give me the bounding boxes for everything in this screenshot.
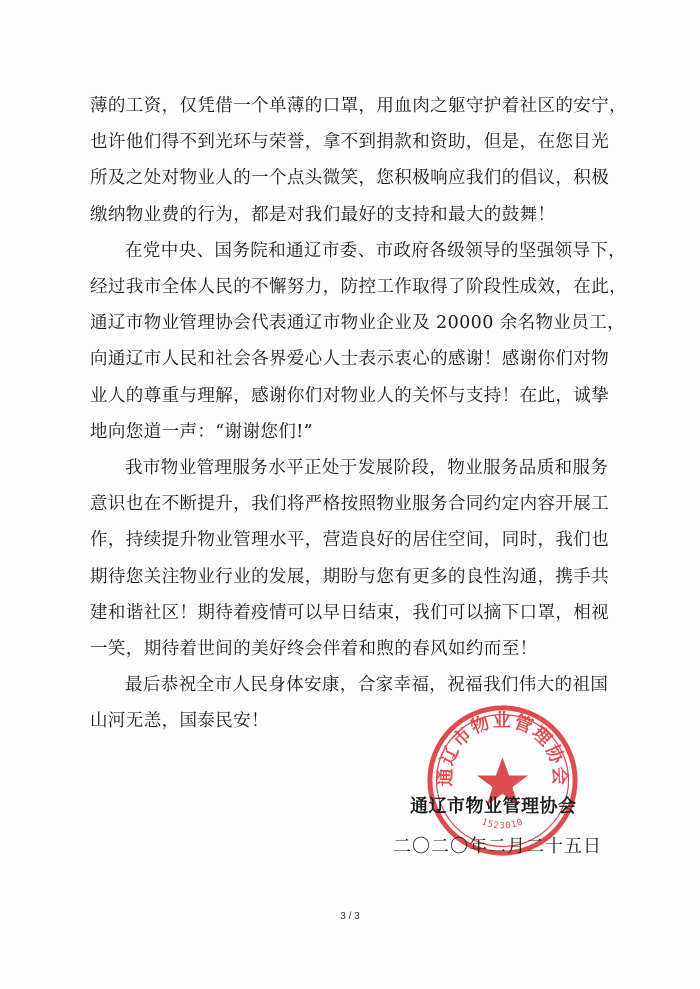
page-number: 3 / 3 (340, 911, 360, 922)
text-line: 意识也在不断提升，我们将严格按照物业服务合同约定内容开展工 (90, 494, 610, 515)
text-line: 作，持续提升物业管理水平，营造良好的居住空间，同时，我们也 (90, 530, 610, 551)
text-line: 向通辽市人民和社会各界爱心人士表示衷心的感谢！感谢你们对物 (90, 349, 610, 370)
text-line: 通辽市物业管理协会代表通辽市物业企业及 20000 余名物业员工， (90, 313, 625, 334)
text-line: 山河无恙，国泰民安！ (90, 711, 269, 732)
letter-body (90, 88, 627, 740)
text-line: 业人的尊重与理解，感谢你们对物业人的关怀与支持！在此，诚挚 (90, 385, 610, 406)
paragraph-1 (90, 88, 627, 233)
signature-date: 二〇二〇年二月二十五日 (393, 836, 602, 857)
text-line: 地向您道一声：“谢谢您们!” (90, 421, 314, 442)
svg-text:1523010 (480, 817, 525, 831)
text-line: 所及之处对物业人的一个点头微笑，您积极响应我们的倡议，积极 (90, 168, 610, 189)
text-line: 期待您关注物业行业的发展，期盼与您有更多的良性沟通，携手共 (90, 566, 610, 587)
signature-organization: 通辽市物业管理协会 (410, 796, 577, 817)
text-line: 最后恭祝全市人民身体安康，合家幸福，祝福我们伟大的祖国 (125, 675, 609, 696)
text-line: 缴纳物业费的行为，都是对我们最好的支持和最大的鼓舞！ (90, 204, 556, 225)
paragraph-3 (90, 450, 610, 667)
text-line: 也许他们得不到光环与荣誉，拿不到捐款和资助，但是，在您目光 (90, 132, 610, 153)
seal-text: 通辽市物业管理协会 (435, 710, 570, 787)
text-line: 建和谐社区！期待着疫情可以早日结束，我们可以摘下口罩，相视 (90, 602, 610, 623)
text-line: 一笑，期待着世间的美好终会伴着和煦的春风如约而至！ (90, 639, 538, 660)
text-line: 经过我市全体人民的不懈努力，防控工作取得了阶段性成效，在此， (90, 277, 627, 298)
seal-code: 1523010 (479, 817, 526, 832)
text-line: 薄的工资，仅凭借一个单薄的口罩，用血肉之躯守护着社区的安宁， (90, 96, 627, 116)
paragraph-2 (90, 233, 627, 450)
text-line: 在党中央、国务院和通辽市委、市政府各级领导的坚强领导下， (125, 240, 627, 261)
text-line: 我市物业管理服务水平正处于发展阶段，物业服务品质和服务 (125, 458, 609, 479)
